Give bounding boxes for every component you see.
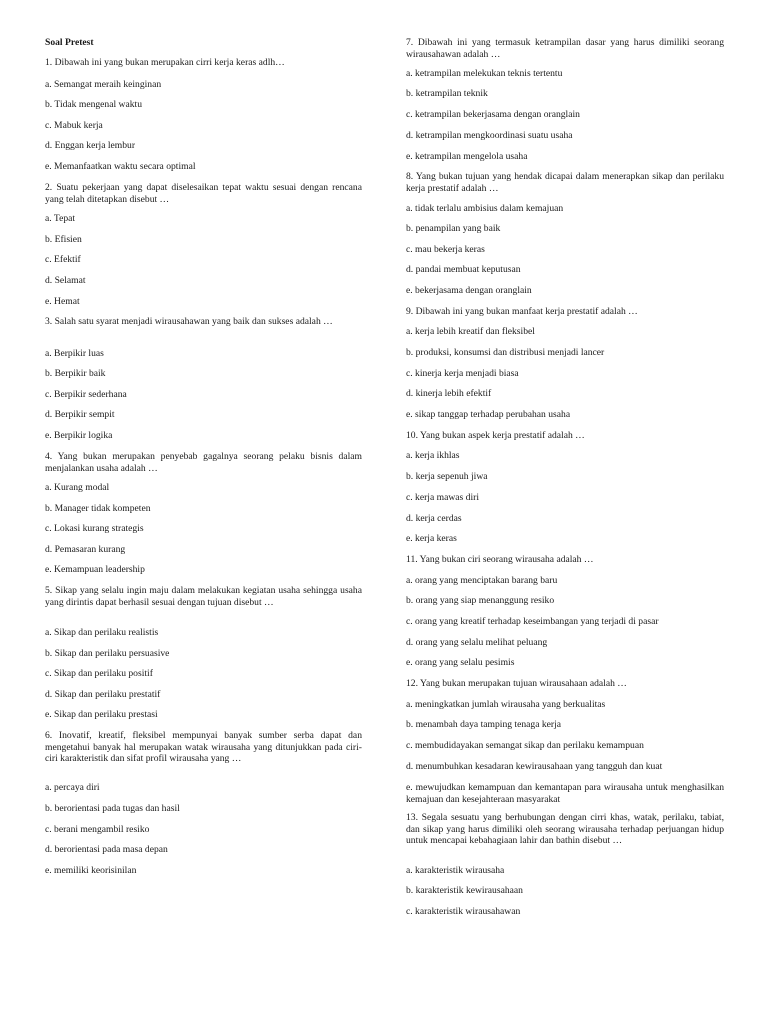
question-4: 4. Yang bukan merupakan penyebab gagalnya seorang pelaku bisnis dalam menjalankan usaha adalah …: [45, 451, 362, 474]
q2-option-b: b. Efisien: [45, 234, 82, 245]
question-6: 6. Inovatif, kreatif, fleksibel mempunyai banyak sumber serba dapat dan mengetahui banyak hal merupakan watak wirausaha yang ditunjukkan pada ciri-ciri karakteristik dan sifat profil wirausaha yang …: [45, 730, 362, 764]
q2-option-d: d. Selamat: [45, 275, 86, 286]
q3-option-b: b. Berpikir baik: [45, 368, 106, 379]
q1-option-a: a. Semangat meraih keinginan: [45, 79, 162, 90]
q13-option-a: a. karakteristik wirausaha: [406, 865, 505, 876]
q11-option-e: e. orang yang selalu pesimis: [406, 657, 515, 668]
q10-option-b: b. kerja sepenuh jiwa: [406, 471, 488, 482]
q13-option-b: b. karakteristik kewirausahaan: [406, 885, 523, 896]
q3-option-c: c. Berpikir sederhana: [45, 389, 127, 400]
q6-option-d: d. berorientasi pada masa depan: [45, 844, 168, 855]
q12-option-b: b. menambah daya tamping tenaga kerja: [406, 719, 562, 730]
q4-option-a: a. Kurang modal: [45, 482, 110, 493]
q6-option-c: c. berani mengambil resiko: [45, 824, 150, 835]
question-2: 2. Suatu pekerjaan yang dapat diselesaikan tepat waktu sesuai dengan rencana yang telah ditetapkan disebut …: [45, 182, 362, 205]
q7-option-c: c. ketrampilan bekerjasama dengan oranglain: [406, 109, 580, 120]
q9-option-a: a. kerja lebih kreatif dan fleksibel: [406, 326, 535, 337]
q10-option-e: e. kerja keras: [406, 533, 457, 544]
q12-option-a: a. meningkatkan jumlah wirausaha yang berkualitas: [406, 699, 606, 710]
q13-option-c: c. karakteristik wirausahawan: [406, 906, 521, 917]
q8-option-b: b. penampilan yang baik: [406, 223, 501, 234]
question-8: 8. Yang bukan tujuan yang hendak dicapai dalam menerapkan sikap dan perilaku kerja prestatif adalah …: [406, 171, 724, 194]
q10-option-c: c. kerja mawas diri: [406, 492, 479, 503]
q6-option-a: a. percaya diri: [45, 782, 100, 793]
q11-option-c: c. orang yang kreatif terhadap keseimbangan yang terjadi di pasar: [406, 616, 659, 627]
q9-option-c: c. kinerja kerja menjadi biasa: [406, 368, 519, 379]
q3-option-e: e. Berpikir logika: [45, 430, 113, 441]
q2-option-e: e. Hemat: [45, 296, 80, 307]
q8-option-d: d. pandai membuat keputusan: [406, 264, 521, 275]
question-1: 1. Dibawah ini yang bukan merupakan cirri kerja keras adlh…: [45, 57, 285, 68]
q6-option-e: e. memiliki keorisinilan: [45, 865, 137, 876]
q12-option-c: c. membudidayakan semangat sikap dan perilaku kemampuan: [406, 740, 644, 751]
q12-option-e: e. mewujudkan kemampuan dan kemantapan para wirausaha untuk menghasilkan kemajuan dan kesejahteraan masyarakat: [406, 782, 724, 805]
q8-option-a: a. tidak terlalu ambisius dalam kemajuan: [406, 203, 564, 214]
q4-option-e: e. Kemampuan leadership: [45, 564, 145, 575]
q11-option-b: b. orang yang siap menanggung resiko: [406, 595, 555, 606]
q10-option-a: a. kerja ikhlas: [406, 450, 460, 461]
question-9: 9. Dibawah ini yang bukan manfaat kerja prestatif adalah …: [406, 306, 638, 317]
question-5: 5. Sikap yang selalu ingin maju dalam melakukan kegiatan usaha sehingga usaha yang dirintis dapat berhasil sesuai dengan tujuan disebut …: [45, 585, 362, 608]
q1-option-c: c. Mabuk kerja: [45, 120, 103, 131]
q7-option-b: b. ketrampilan teknik: [406, 88, 488, 99]
q4-option-b: b. Manager tidak kompeten: [45, 503, 151, 514]
q11-option-d: d. orang yang selalu melihat peluang: [406, 637, 548, 648]
question-12: 12. Yang bukan merupakan tujuan wirausahaan adalah …: [406, 678, 627, 689]
question-11: 11. Yang bukan ciri seorang wirausaha adalah …: [406, 554, 594, 565]
q7-option-a: a. ketrampilan melekukan teknis tertentu: [406, 68, 563, 79]
q8-option-c: c. mau bekerja keras: [406, 244, 485, 255]
q3-option-d: d. Berpikir sempit: [45, 409, 115, 420]
q2-option-c: c. Efektif: [45, 254, 81, 265]
q2-option-a: a. Tepat: [45, 213, 76, 224]
q9-option-e: e. sikap tanggap terhadap perubahan usaha: [406, 409, 571, 420]
question-13: 13. Segala sesuatu yang berhubungan dengan cirri khas, watak, perilaku, tabiat, dan sikap yang harus dimiliki oleh seorang wirausaha terhadap perjuangan hidup untuk mencapai kebahagiaan lahir dan bathin disebut …: [406, 812, 724, 846]
q3-option-a: a. Berpikir luas: [45, 348, 104, 359]
question-10: 10. Yang bukan aspek kerja prestatif adalah …: [406, 430, 585, 441]
q5-option-c: c. Sikap dan perilaku positif: [45, 668, 153, 679]
q7-option-d: d. ketrampilan mengkoordinasi suatu usaha: [406, 130, 573, 141]
q8-option-e: e. bekerjasama dengan oranglain: [406, 285, 532, 296]
q1-option-b: b. Tidak mengenal waktu: [45, 99, 142, 110]
q5-option-a: a. Sikap dan perilaku realistis: [45, 627, 159, 638]
q1-option-e: e. Memanfaatkan waktu secara optimal: [45, 161, 196, 172]
q7-option-e: e. ketrampilan mengelola usaha: [406, 151, 528, 162]
question-7: 7. Dibawah ini yang termasuk ketrampilan dasar yang harus dimiliki seorang wirausahawan adalah …: [406, 37, 724, 60]
q1-option-d: d. Enggan kerja lembur: [45, 140, 136, 151]
q5-option-b: b. Sikap dan perilaku persuasive: [45, 648, 170, 659]
q5-option-d: d. Sikap dan perilaku prestatif: [45, 689, 161, 700]
q12-option-d: d. menumbuhkan kesadaran kewirausahaan yang tangguh dan kuat: [406, 761, 663, 772]
q9-option-d: d. kinerja lebih efektif: [406, 388, 492, 399]
question-3: 3. Salah satu syarat menjadi wirausahawan yang baik dan sukses adalah …: [45, 316, 333, 327]
q5-option-e: e. Sikap dan perilaku prestasi: [45, 709, 158, 720]
q6-option-b: b. berorientasi pada tugas dan hasil: [45, 803, 180, 814]
q11-option-a: a. orang yang menciptakan barang baru: [406, 575, 558, 586]
q4-option-c: c. Lokasi kurang strategis: [45, 523, 144, 534]
page-title: Soal Pretest: [45, 37, 94, 48]
q9-option-b: b. produksi, konsumsi dan distribusi menjadi lancer: [406, 347, 605, 358]
q4-option-d: d. Pemasaran kurang: [45, 544, 126, 555]
q10-option-d: d. kerja cerdas: [406, 513, 462, 524]
